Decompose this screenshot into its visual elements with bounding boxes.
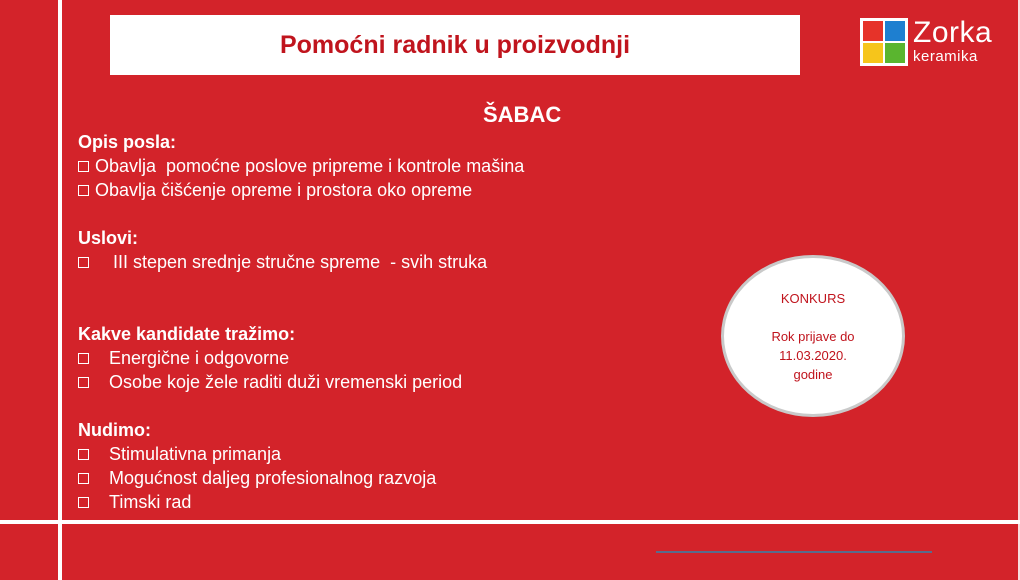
- deadline-date: 11.03.2020.: [779, 347, 847, 363]
- list-item: III stepen srednje stručne spreme - svih struka: [78, 250, 524, 274]
- logo-subtitle: keramika: [913, 48, 978, 65]
- list-item: Obavlja čišćenje opreme i prostora oko opreme: [78, 178, 524, 202]
- opis-heading: Opis posla:: [78, 132, 177, 152]
- list-item: Energične i odgovorne: [78, 346, 524, 370]
- location-heading: ŠABAC: [483, 102, 562, 127]
- logo-text: [913, 18, 992, 64]
- checkbox-bullet-icon: [78, 473, 89, 484]
- horizontal-divider-line: [0, 520, 1020, 524]
- company-logo: [860, 18, 1000, 68]
- konkurs-title: KONKURS: [780, 290, 846, 306]
- list-item: Timski rad: [78, 490, 524, 514]
- checkbox-bullet-icon: [78, 497, 89, 508]
- deadline-line-1: Rok prijave do: [771, 328, 855, 344]
- checkbox-bullet-icon: [78, 377, 89, 388]
- checkbox-bullet-icon: [78, 161, 89, 172]
- checkbox-bullet-icon: [78, 449, 89, 460]
- nudimo-heading: Nudimo:: [78, 420, 151, 440]
- deadline-line-3: godine: [793, 366, 833, 382]
- uslovi-heading: Uslovi:: [78, 228, 139, 248]
- vertical-divider-line: [58, 0, 62, 580]
- bottom-rule: [656, 551, 932, 553]
- list-item: Osobe koje žele raditi duži vremenski period: [78, 370, 524, 394]
- list-item: Stimulativna primanja: [78, 442, 524, 466]
- title-banner: [110, 15, 800, 75]
- list-item: Obavlja pomoćne poslove pripreme i kontrole mašina: [78, 154, 524, 178]
- kandidati-heading: Kakve kandidate tražimo:: [78, 324, 296, 344]
- konkurs-badge: [721, 255, 905, 417]
- checkbox-bullet-icon: [78, 257, 89, 268]
- logo-grid-icon: [860, 18, 908, 66]
- job-description: [78, 130, 524, 514]
- list-item: Mogućnost daljeg profesionalnog razvoja: [78, 466, 524, 490]
- logo-name: Zorka: [913, 16, 993, 49]
- page-title: Pomoćni radnik u proizvodnji: [279, 30, 631, 59]
- checkbox-bullet-icon: [78, 185, 89, 196]
- checkbox-bullet-icon: [78, 353, 89, 364]
